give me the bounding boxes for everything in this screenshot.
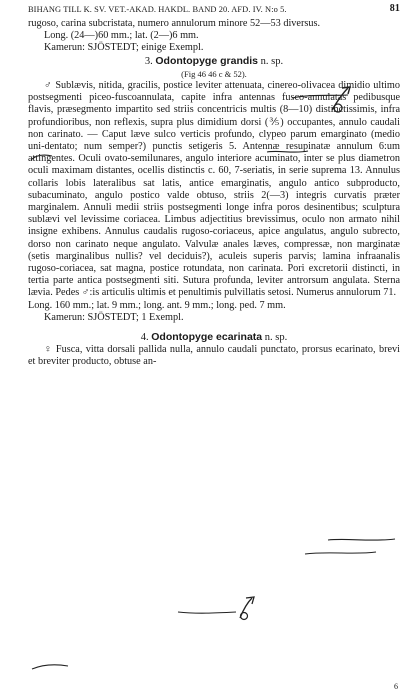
running-head-text: BIHANG TILL K. SV. VET.-AKAD. HAKDL. BAND 20. AFD. IV. N:o 5.	[28, 5, 287, 14]
handwritten-mark-exempl	[176, 594, 256, 624]
continuation-paragraph: rugoso, carina subcristata, numero annulorum minore 52—53 diversus.	[28, 18, 321, 29]
species-name: Odontopyge grandis	[155, 54, 259, 67]
body-text	[28, 18, 400, 369]
male-symbol: ♂	[44, 80, 53, 92]
handwritten-mark-female	[30, 660, 70, 674]
signature-mark: 6	[394, 682, 398, 691]
measurement-line: Long. (24—)60 mm.; lat. (2—)6 mm.	[44, 30, 199, 42]
handwritten-underline-numerus	[304, 548, 378, 558]
species-heading-2	[28, 331, 400, 344]
species-description-2	[28, 344, 400, 368]
species-locality: Kamerun: SJÖSTEDT; 1 Exempl.	[44, 311, 184, 323]
figure-reference: (Fig 46 46 c & 52).	[181, 68, 247, 79]
species-number-2: 4.	[140, 332, 149, 344]
description-text: Sublævis, nitida, gracilis, postice leviter attenuata, cinereo-olivacea dimidio ultimo postsegmenti piceo-fuscoannulata, capite infra antennas fusco-annulatas pedibusque flavis, præsegmento impartito sed striis concentricis multis (8—10) distinctissimis, infra profundioribus, non reflexis, supra plus dimidium dorsi (⅗) occupantes, annulo caudali non carinato. — Caput læve sulco verticis profundo, clypeo parum emarginato (medio uni-dentato; num semper?) punctis setigeris 5. Antennæ resupinatæ annulum 6:um attingentes. Oculi ovato-semilunares, angulo interiore acuminato, inter se plus diametron oculi maximam distantes, ocellis distinctis c. 60, 7-seriatis, in serie suprema 13. Annulus collaris lobis lateralibus sat latis, antice emarginatis, angulo antico subproducto, subacuminato, angulo postico valde obtuso, striis 2(—3) integris curvatis præter marginalem. Annuli medii striis postsegmenti longe infra poros desinentibus; sculptura sublævi vel levissime coriacea. Limbus adjectitius brevissimus, oculo non armato nihil insigne exhibens. Annulus caudalis rugoso-coriaceus, apice angulatus, angulo subrecto, dorso non carinato neque angulato. Valvulæ anales læves, compressæ, non marginatæ (setis marginalibus nullis? vel deciduis?), aculeis superis parvis; lamina infraanalis rugoso-coriacea, sat magna, postice rotundata, non carinata. Pori excretorii distincti, in tertia parte antica postsegmenti siti. Sutura profunda, leviter antrorsum angulata. Sterna lævia. Pedes ♂:is articulis ultimis et penultimis pulvillatis setosi. Numerus annulorum 71.	[28, 80, 400, 299]
species-description	[28, 80, 400, 300]
female-symbol: ♀	[44, 344, 53, 356]
species-status: n. sp.	[260, 55, 284, 67]
species-name-2: Odontopyge ecarinata	[151, 331, 263, 344]
species-status-2: n. sp.	[264, 332, 288, 344]
description-text-2: Fusca, vitta dorsali pallida nulla, annulo caudali punctato, prorsus ecarinato, brevi et breviter producto, obtuse an-	[28, 344, 401, 368]
locality-line: Kamerun: SJÖSTEDT; einige Exempl.	[44, 42, 204, 54]
species-measurements: Long. 160 mm.; lat. 9 mm.; long. ant. 9 mm.; long. ped. 7 mm.	[28, 299, 286, 311]
page-number: 81	[389, 3, 400, 14]
handwritten-underline-pedes	[327, 535, 397, 545]
running-header	[28, 3, 400, 17]
species-heading	[28, 55, 400, 68]
species-number: 3.	[144, 55, 153, 67]
